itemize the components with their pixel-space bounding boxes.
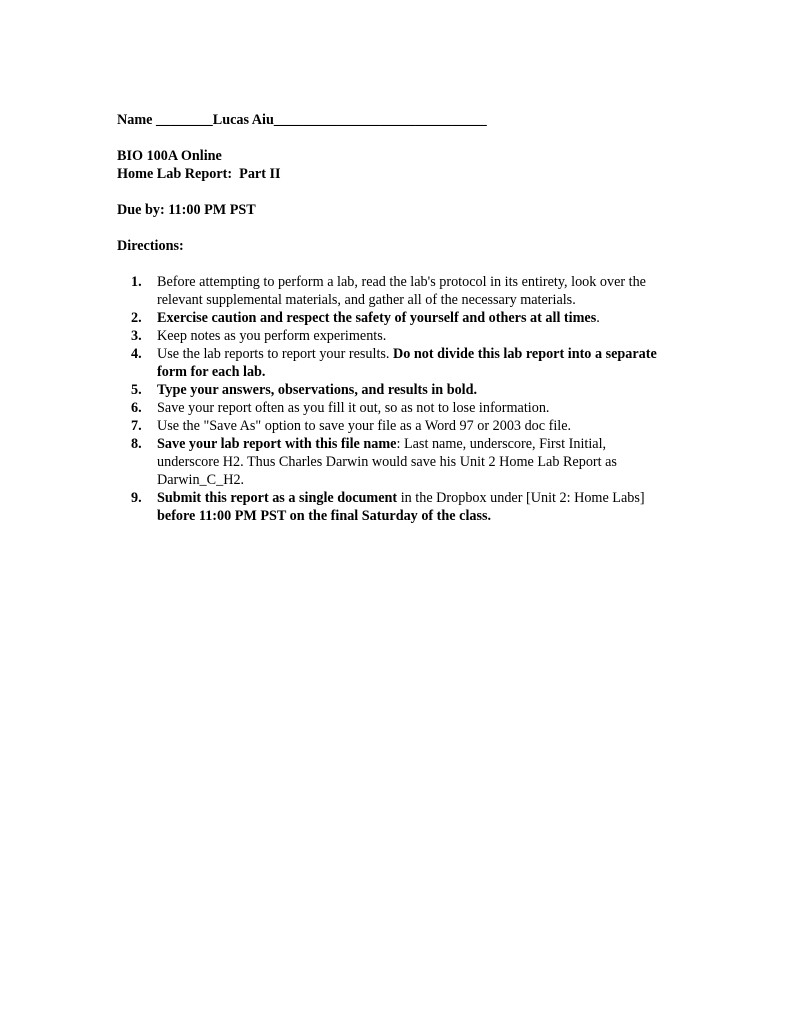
direction-text-segment: Before attempting to perform a lab, read the lab's protocol in its entirety, look over the relevant supplemental materials, and gather all of the necessary materials.: [157, 274, 646, 308]
direction-text: [157, 346, 657, 380]
direction-text-bold: Submit this report as a single document: [157, 490, 398, 506]
direction-text-segment: Use the "Save As" option to save your file as a Word 97 or 2003 doc file.: [157, 418, 572, 434]
spacer: [117, 129, 717, 147]
direction-text-segment: .: [596, 310, 600, 326]
direction-text-segment: Save your report often as you fill it out, so as not to lose information.: [157, 400, 550, 416]
direction-item: [117, 381, 663, 399]
direction-item: [117, 399, 663, 417]
direction-text-segment: : Last name, underscore, First Initial, underscore H2. Thus Charles Darwin would save his Unit 2 Home Lab Report as Darwin_C_H2.: [157, 436, 617, 488]
direction-number: 5.: [131, 382, 142, 398]
direction-number: 7.: [131, 418, 142, 434]
direction-text-bold: Type your answers, observations, and results in bold.: [157, 382, 478, 398]
name-line: Name ________Lucas Aiu______________________________: [117, 112, 487, 128]
report-title: Home Lab Report: Part II: [117, 166, 281, 182]
course-title: BIO 100A Online: [117, 148, 222, 164]
due-date: Due by: 11:00 PM PST: [117, 202, 256, 218]
document-content: [117, 111, 717, 525]
direction-number: 3.: [131, 328, 142, 344]
direction-number: 6.: [131, 400, 142, 416]
direction-item: [117, 435, 663, 489]
direction-item: [117, 489, 663, 525]
direction-text-bold: Save your lab report with this file name: [157, 436, 397, 452]
direction-number: 4.: [131, 346, 142, 362]
direction-text-bold: Do not divide this lab report into a separate form for each lab.: [157, 346, 657, 380]
directions-list: [117, 273, 717, 525]
direction-number: 1.: [131, 274, 142, 290]
direction-text-segment: Use the lab reports to report your results.: [157, 346, 394, 362]
direction-item: [117, 417, 663, 435]
direction-text: [157, 328, 386, 344]
spacer: [117, 219, 717, 237]
direction-number: 8.: [131, 436, 142, 452]
direction-item: [117, 327, 663, 345]
direction-item: [117, 345, 663, 381]
direction-text-bold: before 11:00 PM PST on the final Saturday of the class.: [157, 508, 492, 524]
directions-heading: Directions:: [117, 238, 184, 254]
direction-text-bold: Exercise caution and respect the safety of yourself and others at all times: [157, 310, 597, 326]
direction-text: [157, 400, 549, 416]
direction-text: [157, 490, 645, 524]
direction-number: 9.: [131, 490, 142, 506]
direction-item: [117, 309, 663, 327]
direction-text: [157, 436, 617, 488]
spacer: [117, 183, 717, 201]
direction-item: [117, 273, 663, 309]
direction-text: [157, 274, 646, 308]
direction-number: 2.: [131, 310, 142, 326]
direction-text: [157, 310, 600, 326]
direction-text: [157, 382, 477, 398]
direction-text-segment: Keep notes as you perform experiments.: [157, 328, 387, 344]
direction-text-segment: in the Dropbox under [Unit 2: Home Labs]: [397, 490, 645, 506]
direction-text: [157, 418, 571, 434]
